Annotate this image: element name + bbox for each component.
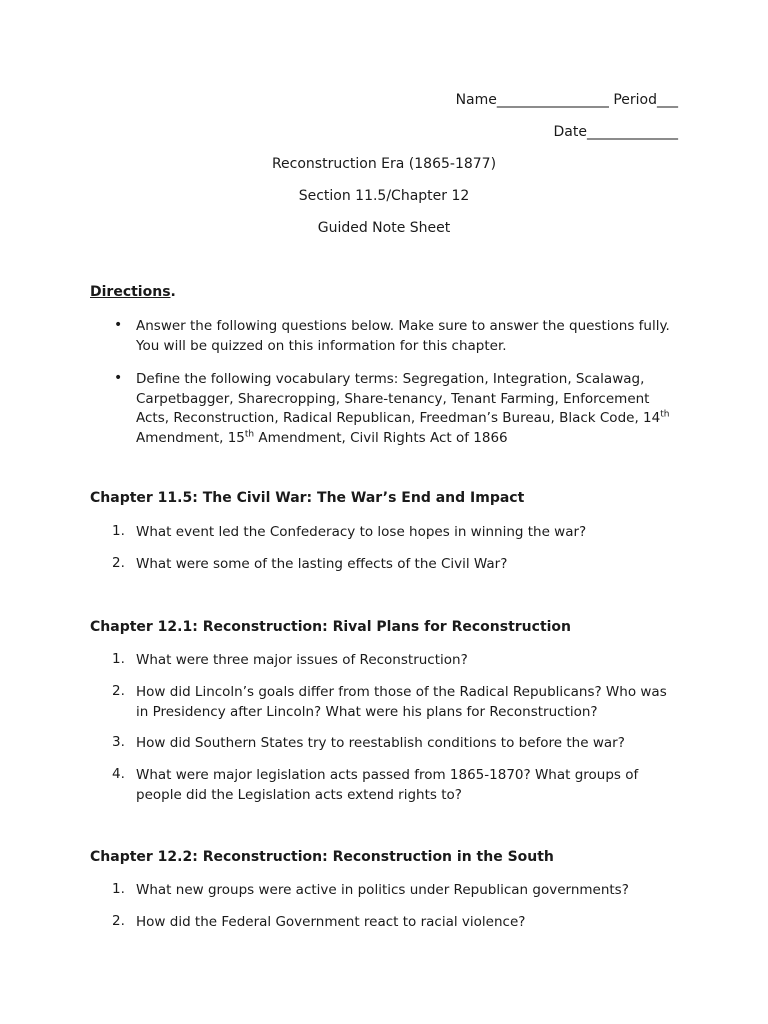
bullet-icon: • (114, 370, 123, 386)
directions-heading-text: Directions (90, 284, 171, 300)
note-sheet-subtitle: Guided Note Sheet (317, 220, 451, 236)
question-number: 4. (112, 766, 125, 782)
question-number: 3. (112, 734, 125, 750)
question-number: 1. (112, 881, 125, 897)
page-title: Reconstruction Era (1865-1877) (271, 156, 497, 172)
question-text: How did Lincoln’s goals differ from those of the Radical Republicans? Who was in Presidency after Lincoln? What were his plans for Reconstruction? (136, 684, 667, 720)
vocab-tail: 14th Amendment, 15th Amendment, Civil Rights Act of 1866 (136, 409, 670, 446)
question-text: What were three major issues of Reconstruction? (136, 652, 468, 668)
section-subtitle: Section 11.5/Chapter 12 (298, 188, 470, 204)
chapter-heading: Chapter 11.5: The Civil War: The War’s End and Impact (90, 490, 525, 506)
question-text: What new groups were active in politics under Republican governments? (136, 882, 629, 898)
question-text: What were some of the lasting effects of the Civil War? (136, 556, 508, 572)
vocab-terms: Define the following vocabulary terms: Segregation, Integration, Scalawag, Carpetbagger, Sharecropping, Share-tenancy, Tenant Farming, Enforcement Acts, Reconstruction, Radical Republican, Freedman’s Bureau, Black Code, (136, 371, 650, 426)
question-text: What event led the Confederacy to lose hopes in winning the war? (136, 524, 587, 540)
question-number: 1. (112, 651, 125, 667)
question-text: How did Southern States try to reestablish conditions to before the war? (136, 735, 625, 751)
directions-bullet-2 (136, 370, 676, 448)
name-period-line: Name________________ Period___ (455, 92, 678, 108)
date-line: Date_____________ (553, 124, 678, 140)
question-number: 2. (112, 913, 125, 929)
question-number: 2. (112, 683, 125, 699)
chapter-heading: Chapter 12.2: Reconstruction: Reconstruction in the South (90, 849, 554, 865)
directions-heading-dot: . (170, 284, 176, 300)
question-text: How did the Federal Government react to racial violence? (136, 914, 526, 930)
question-text: What were major legislation acts passed from 1865-1870? What groups of people did the Legislation acts extend rights to? (136, 767, 639, 803)
question-number: 1. (112, 523, 125, 539)
chapter-heading: Chapter 12.1: Reconstruction: Rival Plans for Reconstruction (90, 619, 572, 635)
question-number: 2. (112, 555, 125, 571)
directions-heading (90, 284, 176, 300)
directions-bullet-1: Answer the following questions below. Make sure to answer the questions fully. You will be quizzed on this information for this chapter. (136, 318, 670, 354)
bullet-icon: • (114, 317, 123, 333)
